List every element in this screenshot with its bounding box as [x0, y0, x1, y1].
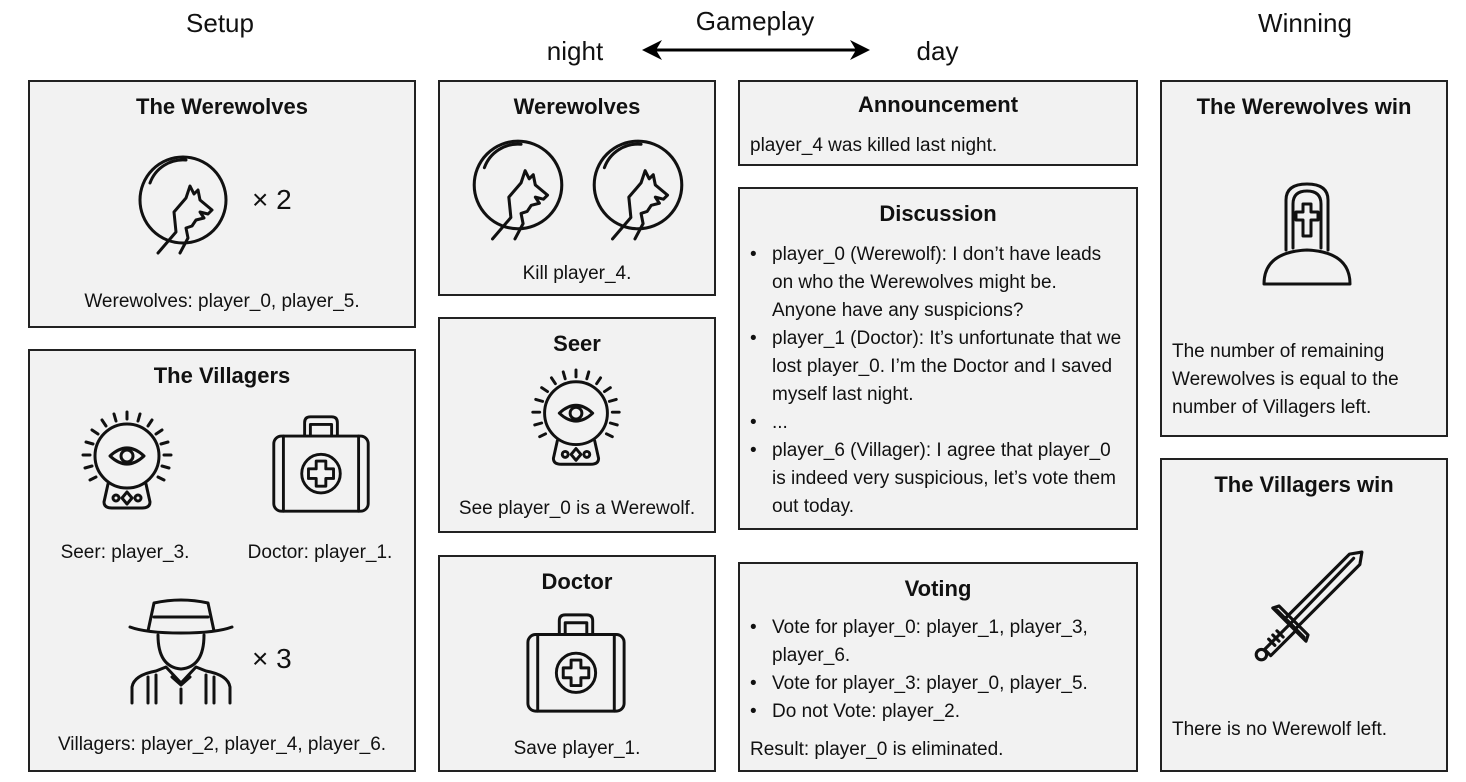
announcement-box — [738, 80, 1138, 166]
setup-werewolves-title: The Werewolves — [136, 94, 308, 119]
setup-werewolves-caption: Werewolves: player_0, player_5. — [84, 291, 360, 312]
voting-list — [750, 614, 1132, 726]
medkit-icon — [268, 411, 374, 517]
night-doctor-box — [438, 555, 716, 772]
villager-multiplier: × 3 — [252, 643, 292, 674]
setup-werewolves-box — [28, 80, 416, 328]
setup-villagers-title: The Villagers — [153, 363, 291, 388]
medkit-icon — [522, 609, 630, 717]
doctor-caption: Doctor: player_1. — [247, 542, 393, 563]
werewolf-icon — [582, 130, 694, 246]
discussion-item: • player_0 (Werewolf): I don’t have leads on who the Werewolves might be. Anyone have any suspicions? — [750, 241, 1122, 325]
day-label: day — [916, 36, 959, 66]
seer-caption: Seer: player_3. — [60, 542, 190, 563]
vote-item: • Do not Vote: player_2. — [750, 698, 1132, 726]
werewolf-icon — [128, 148, 238, 258]
night-werewolves-box — [438, 80, 716, 296]
discussion-list — [750, 241, 1122, 521]
gameplay-header: Gameplay — [695, 6, 815, 36]
werewolves-win-box — [1160, 80, 1448, 437]
discussion-box — [738, 187, 1138, 530]
winning-header: Winning — [1258, 8, 1352, 38]
setup-villagers-caption: Villagers: player_2, player_4, player_6. — [57, 734, 387, 755]
villager-icon — [126, 595, 236, 705]
villagers-win-title: The Villagers win — [1214, 472, 1394, 497]
voting-title: Voting — [904, 576, 972, 601]
voting-box — [738, 562, 1138, 772]
villagers-win-box — [1160, 458, 1448, 772]
discussion-item: • ... — [750, 409, 1122, 437]
night-werewolves-title: Werewolves — [513, 94, 641, 119]
setup-header: Setup — [186, 8, 254, 38]
night-doctor-title: Doctor — [541, 569, 613, 594]
werewolves-win-title: The Werewolves win — [1196, 94, 1412, 119]
sword-icon — [1250, 548, 1364, 666]
voting-result: Result: player_0 is eliminated. — [750, 739, 1004, 760]
werewolves-win-text: The number of remaining Werewolves is equal to the number of Villagers left. — [1172, 341, 1399, 418]
villagers-win-text: There is no Werewolf left. — [1172, 719, 1388, 740]
announcement-text: player_4 was killed last night. — [750, 135, 998, 156]
werewolf-multiplier: × 2 — [252, 184, 292, 215]
setup-villagers-box — [28, 349, 416, 772]
vote-item: • Vote for player_3: player_0, player_5. — [750, 670, 1132, 698]
announcement-title: Announcement — [857, 92, 1019, 117]
werewolf-icon — [462, 130, 574, 246]
discussion-title: Discussion — [879, 201, 997, 226]
discussion-item: • player_1 (Doctor): It’s unfortunate that we lost player_0. I’m the Doctor and I saved myself last night. — [750, 325, 1122, 409]
crystal-ball-icon — [522, 365, 630, 479]
night-seer-title: Seer — [553, 331, 601, 356]
discussion-item: • player_6 (Villager): I agree that player_0 is indeed very suspicious, let’s vote them out today. — [750, 437, 1122, 521]
crystal-ball-icon — [72, 407, 182, 523]
night-doctor-caption: Save player_1. — [513, 738, 641, 759]
gravestone-icon — [1252, 178, 1362, 288]
night-day-arrow — [640, 38, 872, 62]
vote-item: • Vote for player_0: player_1, player_3, player_6. — [750, 614, 1132, 670]
night-seer-caption: See player_0 is a Werewolf. — [458, 498, 696, 519]
night-werewolves-caption: Kill player_4. — [522, 263, 632, 284]
night-seer-box — [438, 317, 716, 533]
night-label: night — [546, 36, 604, 66]
